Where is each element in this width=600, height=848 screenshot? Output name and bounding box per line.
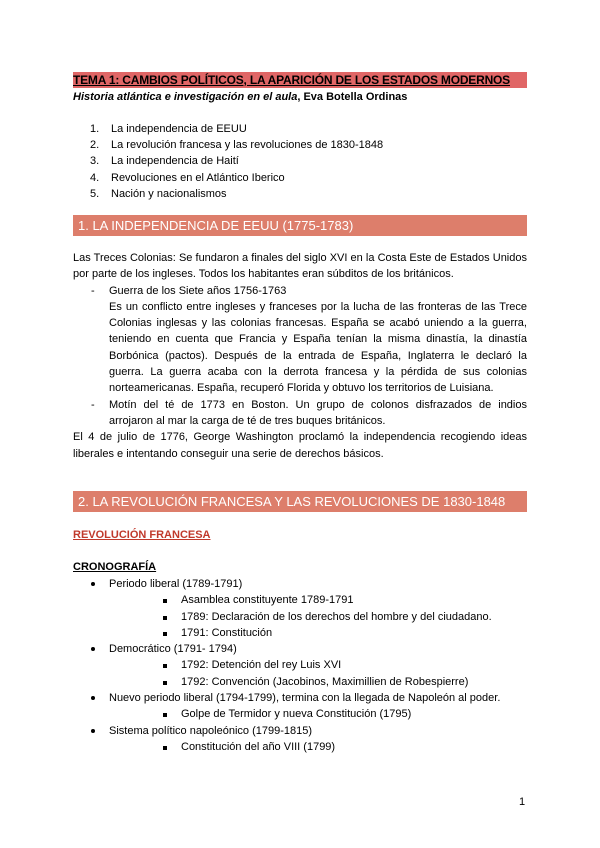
paragraph-line: por parte de los ingleses. Todos los habitantes eran súbditos de los británicos. (73, 268, 454, 281)
toc-item: 2. La revolución francesa y las revoluciones de 1830-1848 (90, 139, 384, 152)
paragraph-line: Las Treces Colonias: Se fundaron a finales del siglo XVI en la Costa Este de Estados Unidos (73, 252, 527, 264)
dash-item (73, 283, 527, 397)
section-heading-1: 1. LA INDEPENDENCIA DE EEUU (1775-1783) (73, 215, 527, 236)
paragraph-line: guerra. La guerra acaba con la derrota francesa y la pérdida de sus colonias (109, 366, 527, 379)
subheading: REVOLUCIÓN FRANCESA (73, 529, 211, 541)
bullet-item: Sistema político napoleónico (1799-1815) (91, 723, 527, 739)
sub-bullet-item: Asamblea constituyente 1789-1791 (163, 592, 527, 608)
paragraph-line: liberales e intentando conseguir una serie de derechos básicos. (73, 447, 384, 460)
sub-bullet-item: 1792: Detención del rey Luis XVI (163, 657, 527, 673)
bullet-item: Nuevo periodo liberal (1794-1799), termina con la llegada de Napoleón al poder. (91, 690, 527, 706)
sub-bullet-item: 1789: Declaración de los derechos del hombre y del ciudadano. (163, 609, 527, 625)
author: , Eva Botella Ordinas (297, 91, 408, 103)
bullet-item: Periodo liberal (1789-1791) (91, 576, 527, 592)
dash-marker: - (91, 398, 95, 411)
paragraph-line: El 4 de julio de 1776, George Washington proclamó la independencia recogiendo ideas (73, 431, 527, 444)
sub-bullet-item: 1791: Constitución (163, 625, 527, 641)
paragraph-line: arrojaron al mar la carga de té de tres buques británicos. (109, 414, 386, 427)
paragraph-line: Borbónica (pactos). Después de la entrada de España, Inglaterra le declaró la (109, 349, 527, 362)
book-title: Historia atlántica e investigación en el aula (73, 91, 298, 103)
chronology-title: CRONOGRAFÍA (73, 561, 157, 573)
paragraph-line: teniendo en cuenta que Francia y España tenían la misma dinastía, la dinastía (109, 333, 527, 346)
section1-body (73, 250, 527, 462)
toc-item: 1. La independencia de EEUU (90, 123, 247, 135)
dash-item (73, 397, 527, 430)
dash-marker: - (91, 284, 95, 297)
toc-item: 4. Revoluciones en el Atlántico Iberico (90, 171, 285, 184)
document-subtitle (73, 90, 407, 104)
paragraph-line: norteamericanas. España, recuperó Florida y obtuvo los territorios de Luisiana. (109, 382, 494, 395)
table-of-contents (90, 121, 383, 202)
document-title: TEMA 1: CAMBIOS POLÍTICOS, LA APARICIÓN DE LOS ESTADOS MODERNOS (73, 72, 527, 88)
sub-bullet-item: 1792: Convención (Jacobinos, Maximillien de Robespierre) (163, 674, 527, 690)
paragraph-line: Es un conflicto entre ingleses y franceses por la lucha de las fronteras de las Trece (109, 300, 527, 313)
paragraph-line: Colonias inglesas y las colonias francesas. España se acabó uniendo a la guerra, (109, 317, 527, 330)
section-heading-2: 2. LA REVOLUCIÓN FRANCESA Y LAS REVOLUCIONES DE 1830-1848 (73, 491, 527, 512)
toc-item: 5. Nación y nacionalismos (90, 187, 227, 200)
bullet-item: Democrático (1791- 1794) (91, 641, 527, 657)
page-number: 1 (519, 796, 526, 808)
chronology-list (73, 576, 527, 755)
sub-bullet-item: Constitución del año VIII (1799) (163, 739, 527, 755)
sub-bullet-item: Golpe de Termidor y nueva Constitución (1795) (163, 706, 527, 722)
item-title: Guerra de los Siete años 1756-1763 (109, 284, 287, 297)
paragraph-line: Motín del té de 1773 en Boston. Un grupo de colonos disfrazados de indios (109, 398, 527, 411)
toc-item: 3. La independencia de Haití (90, 155, 239, 168)
